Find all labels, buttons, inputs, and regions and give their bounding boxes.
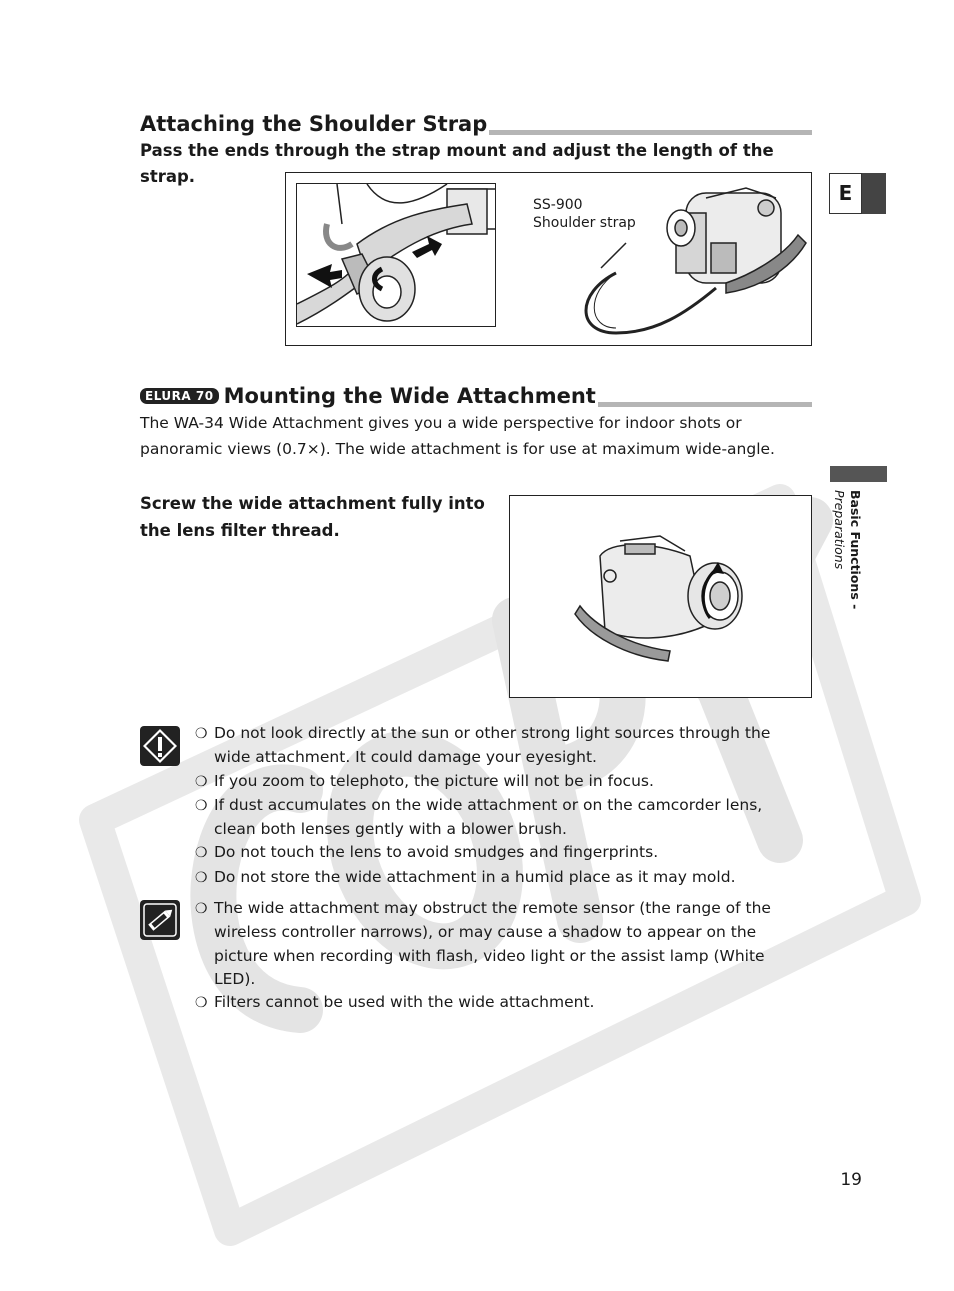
sidebar-marker [830, 466, 887, 482]
strap-part-label: Shoulder strap [533, 215, 636, 231]
figure-wide-attachment [509, 495, 812, 698]
caution-item: ❍ Do not touch the lens to avoid smudges and fingerprints. [195, 841, 805, 865]
language-tab-label: E [829, 173, 862, 214]
strap-mount-illustration [297, 184, 495, 326]
caution-icon [140, 726, 180, 766]
caution-item: ❍ If you zoom to telephoto, the picture will not be in focus. [195, 770, 805, 794]
step-line: Screw the wide attachment fully into [140, 494, 485, 513]
section-title [140, 384, 598, 408]
bullet-icon: ❍ [195, 773, 208, 790]
note-item: ❍ Filters cannot be used with the wide attachment. [195, 991, 805, 1015]
caution-item: ❍ If dust accumulates on the wide attachment or on the camcorder lens, clean both lenses gently with a blower brush. [195, 795, 763, 839]
sidebar-section-label [828, 490, 868, 620]
strap-mount-detail [296, 183, 496, 327]
model-badge: ELURA 70 [140, 388, 219, 404]
caution-item: ❍ Do not store the wide attachment in a humid place as it may mold. [195, 866, 805, 890]
bullet-icon: ❍ [195, 995, 208, 1012]
language-tab-bar [862, 173, 886, 214]
section-title: Attaching the Shoulder Strap [140, 112, 488, 136]
bullet-icon: ❍ [195, 845, 208, 862]
bullet-icon: ❍ [195, 901, 208, 917]
intro-line: The WA-34 Wide Attachment gives you a wide perspective for indoor shots or [140, 414, 742, 432]
language-tab [829, 173, 885, 214]
sidebar-section: Basic Functions - [848, 490, 863, 610]
intro-line: panoramic views (0.7×). The wide attachment is for use at maximum wide-angle. [140, 440, 775, 458]
strap-model-label: SS-900 [533, 197, 583, 213]
note-pencil-icon [140, 900, 180, 940]
section-heading-wide-attachment [140, 378, 812, 408]
step-line: the lens filter thread. [140, 521, 340, 540]
camcorder-wide-attachment-illustration [510, 496, 811, 697]
sidebar-subsection: Preparations [832, 490, 847, 570]
section-title-text: Mounting the Wide Attachment [223, 384, 596, 408]
bullet-icon: ❍ [195, 726, 208, 742]
wide-attachment-step [140, 490, 500, 544]
page-number: 19 [840, 1170, 862, 1190]
note-item: ❍ The wide attachment may obstruct the remote sensor (the range of the wireless controller narrows), or may cause a shadow to appear on the picture when recording with flash, video light or the assist lamp (White LED). [195, 899, 771, 988]
figure-shoulder-strap [285, 172, 812, 346]
caution-item: ❍ Do not look directly at the sun or other strong light sources through the wide attachment. It could damage your eyesight. [195, 724, 771, 767]
note-list [195, 897, 805, 1015]
camcorder-with-strap-illustration [576, 173, 811, 345]
bullet-icon: ❍ [195, 869, 208, 886]
section-heading-shoulder-strap [140, 106, 812, 136]
bullet-icon: ❍ [195, 797, 208, 814]
strap-instruction: Pass the ends through the strap mount and adjust the length of the strap. [140, 141, 774, 186]
caution-list [195, 722, 805, 890]
wide-attachment-intro [140, 410, 820, 462]
